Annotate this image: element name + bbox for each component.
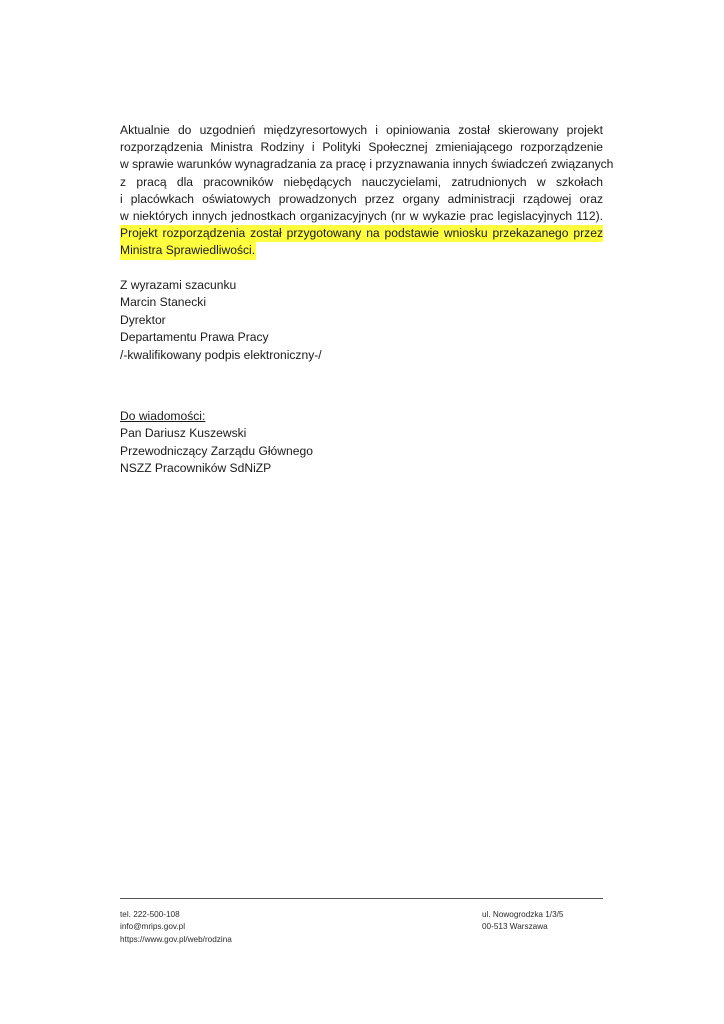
cc-recipient-position: Przewodniczący Zarządu Głównego — [120, 443, 313, 458]
footer-contact — [120, 909, 232, 946]
signature-note: /-kwalifikowany podpis elektroniczny-/ — [120, 347, 322, 362]
cc-recipient-name: Pan Dariusz Kuszewski — [120, 426, 247, 441]
footer-divider — [120, 898, 603, 899]
body-line: Aktualnie do uzgodnień międzyresortowych i opiniowania został skierowany projekt — [120, 123, 603, 137]
cc-recipients-block — [120, 408, 313, 478]
body-line: w sprawie warunków wynagradzania za pracę i przyznawania innych świadczeń związanych — [120, 157, 614, 172]
highlighted-body-line: Ministra Sprawiedliwości. — [120, 242, 256, 259]
signatory-department: Departamentu Prawa Pracy — [120, 330, 269, 345]
body-line: z pracą dla pracowników niebędących nauczycielami, zatrudnionych w szkołach — [120, 174, 603, 189]
letter-body-paragraph — [120, 122, 614, 260]
body-line: i placówkach oświatowych prowadzonych przez organy administracji rządowej oraz — [120, 191, 603, 206]
footer-email[interactable]: info@mrips.gov.pl — [120, 922, 186, 932]
footer-phone: tel. 222-500-108 — [120, 910, 180, 919]
footer-website[interactable]: https://www.gov.pl/web/rodzina — [120, 934, 232, 944]
signatory-name: Marcin Stanecki — [120, 295, 207, 310]
signatory-title: Dyrektor — [120, 312, 166, 327]
highlighted-body-line: Projekt rozporządzenia został przygotowany na podstawie wniosku przekazanego przez — [120, 225, 603, 242]
footer-city: 00-513 Warszawa — [482, 922, 548, 932]
footer-street: ul. Nowogrodzka 1/3/5 — [482, 910, 564, 919]
closing-signature-block — [120, 277, 322, 364]
closing-greeting: Z wyrazami szacunku — [120, 278, 237, 292]
footer-address — [482, 909, 563, 934]
cc-recipient-organization: NSZZ Pracowników SdNiZP — [120, 461, 272, 476]
body-line: rozporządzenia Ministra Rodziny i Polityki Społecznej zmieniającego rozporządzenie — [120, 140, 603, 155]
body-line: w niektórych innych jednostkach organizacyjnych (nr w wykazie prac legislacyjnych 112). — [120, 208, 603, 223]
cc-heading: Do wiadomości: — [120, 409, 206, 423]
